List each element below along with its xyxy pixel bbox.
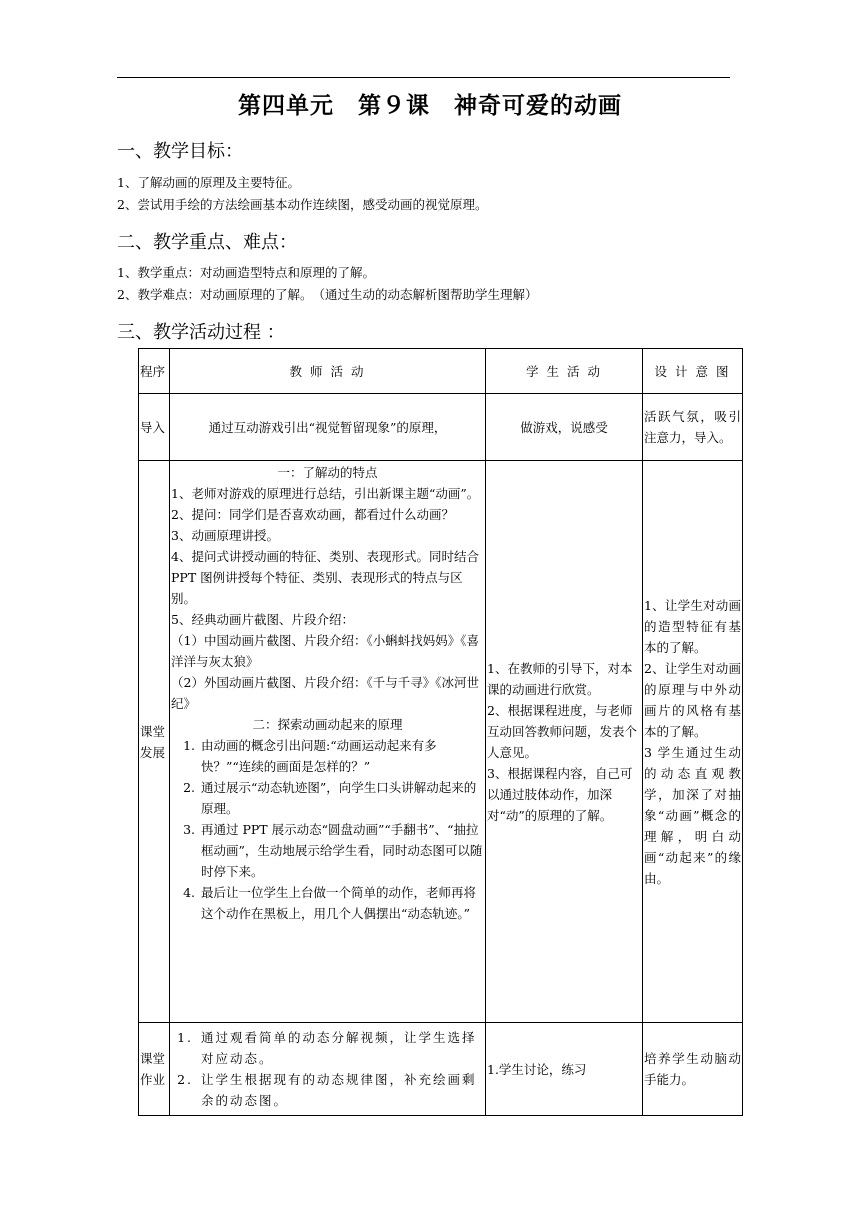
top-rule <box>117 77 730 78</box>
teacher-cell <box>170 461 486 1023</box>
section-title: 二：探索动画动起来的原理 <box>252 717 403 732</box>
key-point-item-1: 1、教学重点：对动画造型特点和原理的了解。 <box>117 265 375 280</box>
header-student: 学 生 活 动 <box>486 349 643 394</box>
page-title: 第四单元 第９课 神奇可爱的动画 <box>238 93 622 119</box>
intent-item: 1、让学生对动画的造型特征有基本的了解。 <box>644 597 741 655</box>
objective-item-2: 2、尝试用手绘的方法绘画基本动作连续图，感受动画的视觉原理。 <box>117 197 488 212</box>
key-points-heading: 二、教学重点、难点： <box>117 232 297 253</box>
teacher-item: 1、老师对游戏的原理进行总结，引出新课主题“动画”。 <box>171 486 480 501</box>
teacher-item: （1）中国动画片截图、片段介绍：《小蝌蚪找妈妈》《喜洋洋与灰太狼》 <box>171 633 479 669</box>
stage-cell: 导入 <box>139 394 170 461</box>
intent-item: 3 学生通过生动的动态直观教学，加深了对抽象“动画”概念的理解，明白动画“动起来”的缘由。 <box>644 744 741 886</box>
table-row <box>139 394 743 461</box>
objective-item-1: 1、了解动画的原理及主要特征。 <box>117 175 300 190</box>
intent-cell <box>643 461 743 1023</box>
teacher-item: 5、经典动画片截图、片段介绍： <box>171 612 354 627</box>
table-row <box>139 1023 743 1116</box>
header-intent: 设 计 意 图 <box>643 349 743 394</box>
student-item: 3、根据课程内容，自己可以通过肢体动作，加深对“动”的原理的了解。 <box>487 765 633 823</box>
teacher-item: 2、提问：同学们是否喜欢动画，都看过什么动画？ <box>171 507 454 522</box>
numbered-list <box>171 735 484 924</box>
stage-cell: 课堂作业 <box>139 1023 170 1116</box>
stage-cell: 课堂发展 <box>139 461 170 1023</box>
student-cell: 做游戏，说感受 <box>486 394 643 461</box>
teacher-cell: 通过互动游戏引出“视觉暂留现象”的原理， <box>170 394 486 461</box>
header-teacher: 教 师 活 动 <box>170 349 486 394</box>
teacher-item: （2）外国动画片截图、片段介绍：《千与千寻》《冰河世纪》 <box>171 675 479 711</box>
key-point-item-2: 2、教学难点：对动画原理的了解。 （通过生动的动态解析图帮助学生理解） <box>117 287 538 302</box>
teacher-item: 4、提问式讲授动画的特征、类别、表现形式。同时结合 PPT 图例讲授每个特征、类别、表现形式的特点与区别。 <box>171 549 479 606</box>
teacher-item: 3、动画原理讲授。 <box>171 528 279 543</box>
student-item: 2、根据课程进度，与老师互动回答教师问题，发表个人意见。 <box>487 702 638 760</box>
student-item: 1、在教师的引导下，对本课的动画进行欣赏。 <box>487 660 633 697</box>
list-item: 1. 由动画的概念引出问题:“动画运动起来有多快？”“连续的画面是怎样的？” <box>199 735 484 777</box>
teacher-cell <box>170 1023 486 1116</box>
intent-item: 2、让学生对动画的原理与中外动画片的风格有基本的了解。 <box>644 660 741 739</box>
list-item: 1. 通过观看简单的动态分解视频，让学生选择对应动态。 <box>199 1027 484 1069</box>
section-title: 一：了解动的特点 <box>277 465 378 480</box>
student-cell <box>486 461 643 1023</box>
process-heading: 三、教学活动过程 ： <box>117 322 285 343</box>
list-item: 2. 让学生根据现有的动态规律图，补充绘画剩余的动态图。 <box>199 1069 484 1111</box>
student-cell: 1.学生讨论，练习 <box>486 1023 643 1116</box>
list-item: 3. 再通过 PPT 展示动态“圆盘动画”“手翻书”、“抽拉框动画”，生动地展示给学生看，同时动态图可以随时停下来。 <box>199 819 484 882</box>
header-stage: 程序 <box>139 349 170 394</box>
list-item: 2. 通过展示“动态轨迹图”，向学生口头讲解动起来的原理。 <box>199 777 484 819</box>
list-item: 4. 最后让一位学生上台做一个简单的动作，老师再将这个动作在黑板上，用几个人偶摆出“动态轨迹。” <box>199 882 484 924</box>
numbered-list <box>171 1027 484 1111</box>
lesson-plan-table <box>138 348 743 1116</box>
intent-cell: 培养学生动脑动手能力。 <box>643 1023 743 1116</box>
objectives-heading: 一、教学目标： <box>117 141 243 162</box>
table-header-row <box>139 349 743 394</box>
table-row <box>139 461 743 1023</box>
intent-cell: 活跃气氛，吸引注意力，导入。 <box>643 394 743 461</box>
